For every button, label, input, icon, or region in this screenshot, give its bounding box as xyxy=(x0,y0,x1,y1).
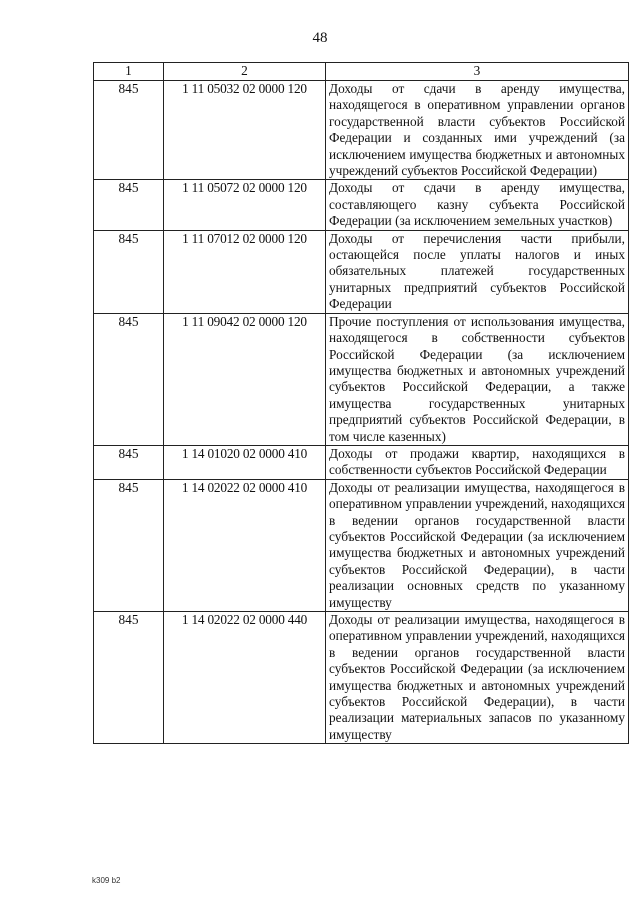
revenue-code-cell: 1 11 05072 02 0000 120 xyxy=(164,180,326,230)
table-row xyxy=(94,445,629,479)
column-header-1: 1 xyxy=(94,63,164,81)
description-cell: Доходы от реализации имущества, находящегося в оперативном управлении учреждений, находящихся в ведении органов государственной власти субъектов Российской Федерации (за исключением имущества бюджетных и автономных учреждений субъектов Российской Федерации), в части реализации основных средств по указанному имуществу xyxy=(326,479,629,611)
admin-code-cell: 845 xyxy=(94,313,164,445)
admin-code-cell: 845 xyxy=(94,445,164,479)
description-cell: Прочие поступления от использования имущества, находящегося в собственности субъектов Российской Федерации (за исключением имущества бюджетных и автономных учреждений субъектов Российской Федерации, а также имущества государственных унитарных предприятий субъектов Российской Федерации, в том числе казенных) xyxy=(326,313,629,445)
admin-code-cell: 845 xyxy=(94,81,164,180)
table-row xyxy=(94,313,629,445)
table-row xyxy=(94,612,629,744)
table-row xyxy=(94,479,629,611)
column-header-2: 2 xyxy=(164,63,326,81)
description-cell: Доходы от сдачи в аренду имущества, находящегося в оперативном управлении органов государственной власти субъектов Российской Федерации и созданных ими учреждений (за исключением имущества бюджетных и автономных учреждений субъектов Российской Федерации) xyxy=(326,81,629,180)
table-row xyxy=(94,180,629,230)
table-row xyxy=(94,230,629,313)
revenue-code-cell: 1 11 09042 02 0000 120 xyxy=(164,313,326,445)
revenue-code-cell: 1 14 02022 02 0000 440 xyxy=(164,612,326,744)
revenue-code-cell: 1 11 07012 02 0000 120 xyxy=(164,230,326,313)
description-cell: Доходы от реализации имущества, находящегося в оперативном управлении учреждений, находящихся в ведении органов государственной власти субъектов Российской Федерации (за исключением имущества бюджетных и автономных учреждений субъектов Российской Федерации), в части реализации материальных запасов по указанному имуществу xyxy=(326,612,629,744)
description-cell: Доходы от продажи квартир, находящихся в собственности субъектов Российской Федерации xyxy=(326,445,629,479)
admin-code-cell: 845 xyxy=(94,612,164,744)
admin-code-cell: 845 xyxy=(94,180,164,230)
admin-code-cell: 845 xyxy=(94,479,164,611)
document-id-footer: k309 b2 xyxy=(92,876,121,885)
page-number: 48 xyxy=(312,30,328,46)
description-cell: Доходы от перечисления части прибыли, остающейся после уплаты налогов и иных обязательных платежей государственных унитарных предприятий субъектов Российской Федерации xyxy=(326,230,629,313)
revenue-codes-table xyxy=(93,62,629,744)
table-header-row xyxy=(94,63,629,81)
revenue-code-cell: 1 11 05032 02 0000 120 xyxy=(164,81,326,180)
table-row xyxy=(94,81,629,180)
revenue-code-cell: 1 14 02022 02 0000 410 xyxy=(164,479,326,611)
column-header-3: 3 xyxy=(326,63,629,81)
description-cell: Доходы от сдачи в аренду имущества, составляющего казну субъекта Российской Федерации (за исключением земельных участков) xyxy=(326,180,629,230)
admin-code-cell: 845 xyxy=(94,230,164,313)
revenue-code-cell: 1 14 01020 02 0000 410 xyxy=(164,445,326,479)
